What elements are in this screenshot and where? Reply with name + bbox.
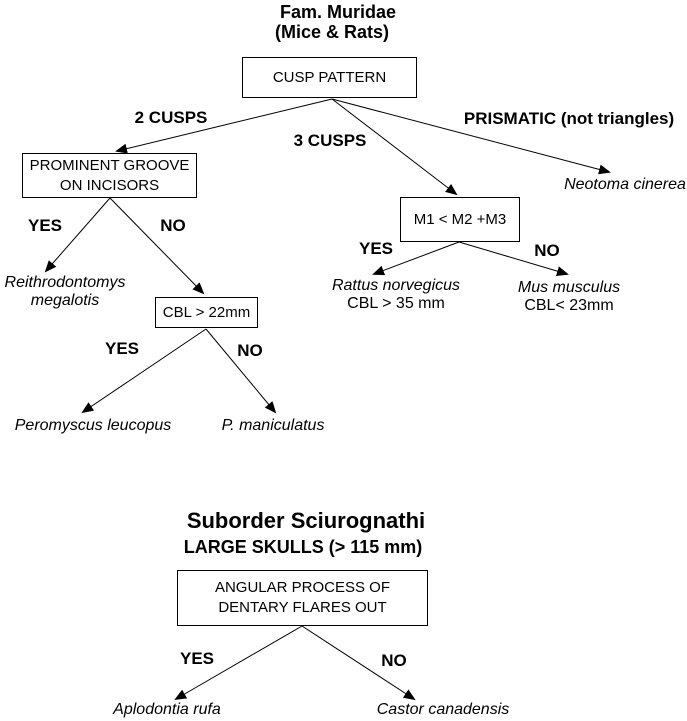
branch-label-prismatic: PRISMATIC (not triangles) <box>463 109 675 128</box>
species-reithrodontomys-megalotis <box>5 274 126 310</box>
reithrodontomys-line2: megalotis <box>30 292 100 309</box>
muridae-title: Fam. Muridae <box>279 2 397 22</box>
cbl22-label: CBL > 22mm <box>162 303 251 321</box>
cusp-pattern-box <box>242 57 417 98</box>
branch-label-3-cusps: 3 CUSPS <box>293 131 367 150</box>
angular-no-label: NO <box>381 651 407 670</box>
m1-box <box>400 197 520 242</box>
species-rattus-norvegicus <box>332 277 460 313</box>
rattus-name: Rattus norvegicus <box>331 277 461 294</box>
species-aplodontia-rufa: Aplodontia rufa <box>113 701 221 718</box>
cusp-pattern-label: CUSP PATTERN <box>272 68 387 86</box>
m1-no-label: NO <box>534 241 560 260</box>
sciurognathi-subtitle: LARGE SKULLS (> 115 mm) <box>183 537 423 557</box>
cbl22-no-label: NO <box>237 341 263 360</box>
muridae-subtitle: (Mice & Rats) <box>274 22 390 42</box>
cbl22-yes-label: YES <box>104 339 140 358</box>
sciurognathi-title: Suborder Sciurognathi <box>186 508 426 533</box>
branch-label-2-cusps: 2 CUSPS <box>134 108 208 127</box>
mus-name: Mus musculus <box>517 279 621 296</box>
reithrodontomys-line1: Reithrodontomys <box>4 274 126 291</box>
m1-yes-label: YES <box>358 239 394 258</box>
mus-cbl: CBL< 23mm <box>524 297 614 314</box>
angular-process-line1: ANGULAR PROCESS OF <box>214 579 391 596</box>
cbl22-box <box>155 297 258 328</box>
prominent-groove-line1: PROMINENT GROOVE <box>29 156 190 174</box>
angular-process-line2: DENTARY FLARES OUT <box>218 599 387 616</box>
prominent-groove-box <box>22 153 197 198</box>
groove-no-label: NO <box>160 216 186 235</box>
edge-cbl22-yes <box>83 329 206 412</box>
species-peromyscus-leucopus: Peromyscus leucopus <box>14 417 172 434</box>
m1-label: M1 < M2 +M3 <box>413 210 507 228</box>
rattus-cbl: CBL > 35 mm <box>347 295 445 312</box>
angular-yes-label: YES <box>179 649 215 668</box>
species-p-maniculatus: P. maniculatus <box>221 417 325 434</box>
angular-process-box <box>177 570 428 626</box>
groove-yes-label: YES <box>27 216 63 235</box>
species-mus-musculus <box>518 279 620 315</box>
prominent-groove-line2: ON INCISORS <box>59 176 160 194</box>
species-neotoma-cinerea: Neotoma cinerea <box>564 176 686 193</box>
species-castor-canadensis: Castor canadensis <box>376 701 510 718</box>
